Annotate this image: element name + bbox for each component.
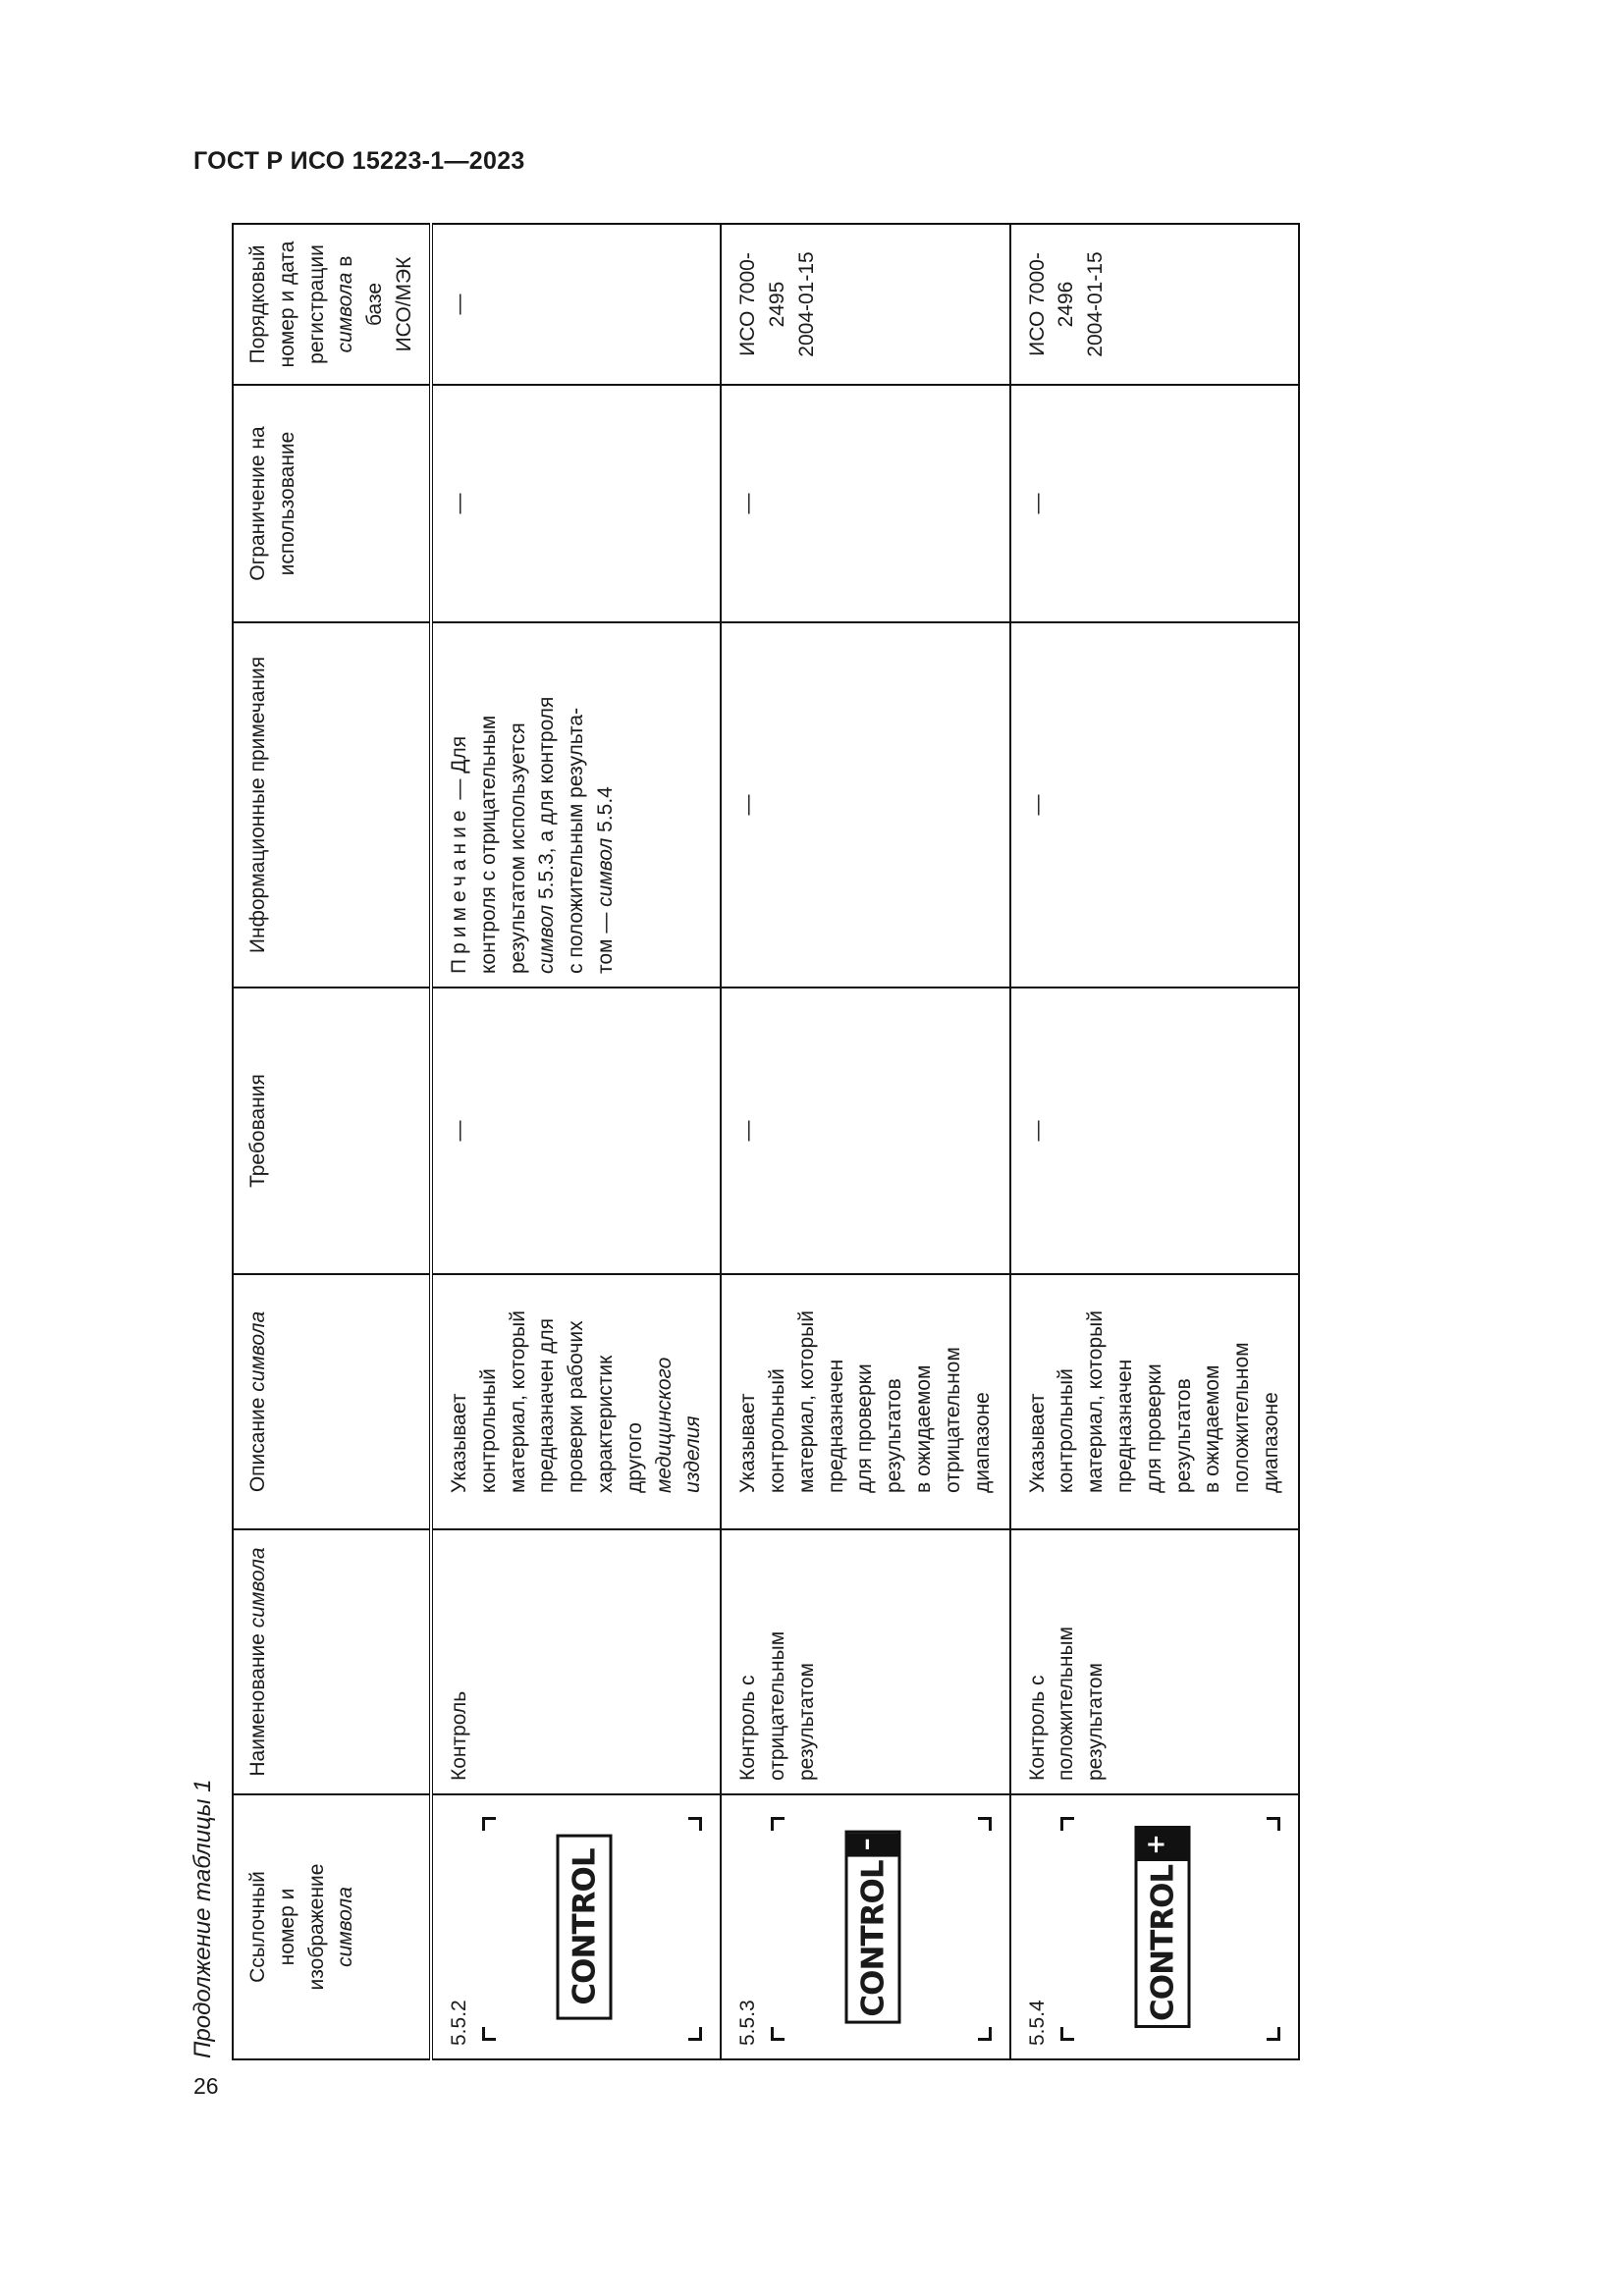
page-number: 26	[193, 2073, 219, 2099]
requirements-cell: —	[431, 988, 721, 1274]
control-negative-symbol-icon: CONTROL –	[845, 1830, 901, 2023]
restriction-cell: —	[431, 385, 721, 622]
registration-cell: ИСО 7000-2495 2004-01-15	[721, 224, 1009, 385]
symbol-cell	[1010, 1794, 1299, 2059]
control-symbol-icon: CONTROL	[556, 1834, 612, 2019]
restriction-cell: —	[1010, 385, 1299, 622]
header-symbol-description: Описание символа	[233, 1274, 431, 1529]
symbol-name-cell: Контроль с отрицательным результатом	[721, 1529, 1009, 1794]
informative-note-cell: Примечание — Для контроля с отрицательным результатом используется символ 5.5.3, а для контроля с положительным результа- том — символ 5.5.4	[431, 622, 721, 988]
symbol-ref-number: 5.5.3	[736, 2000, 760, 2046]
header-symbol-name: Наименование символа	[233, 1529, 431, 1794]
header-requirements: Требования	[233, 988, 431, 1274]
document-title: ГОСТ Р ИСО 15223-1—2023	[193, 147, 525, 175]
header-registration: Порядковый номер и дата регистрации символа в базе ИСО/МЭК	[233, 224, 431, 385]
requirements-cell: —	[1010, 988, 1299, 1274]
informative-note-cell: —	[1010, 622, 1299, 988]
restriction-cell: —	[721, 385, 1009, 622]
symbol-cell	[721, 1794, 1009, 2059]
registration-cell: —	[431, 224, 721, 385]
symbol-ref-number: 5.5.2	[447, 2000, 470, 2046]
table-row	[1010, 224, 1299, 2059]
informative-note-cell: —	[721, 622, 1009, 988]
registration-cell: ИСО 7000-2496 2004-01-15	[1010, 224, 1299, 385]
table-header-row	[233, 224, 431, 2059]
table-row	[721, 224, 1009, 2059]
control-positive-symbol-icon: CONTROL +	[1134, 1826, 1190, 2028]
symbol-name-cell: Контроль	[431, 1529, 721, 1794]
table-caption: Продолжение таблицы 1	[189, 1779, 216, 2058]
symbol-description-cell: Указывает контрольный материал, который предназначен для проверки результатов в ожидаемом положительном диапазоне	[1010, 1274, 1299, 1529]
header-restriction: Ограничение на использование	[233, 385, 431, 622]
symbols-table-wrapper	[232, 225, 1282, 2060]
header-informative-notes: Информационные примечания	[233, 622, 431, 988]
symbol-name-cell: Контроль с положительным результатом	[1010, 1529, 1299, 1794]
symbols-table	[232, 223, 1300, 2060]
symbol-description-cell: Указывает контрольный материал, который предназначен для проверки результатов в ожидаемом отрицательном диапазоне	[721, 1274, 1009, 1529]
symbol-cell	[431, 1794, 721, 2059]
requirements-cell: —	[721, 988, 1009, 1274]
symbol-ref-number: 5.5.4	[1025, 2000, 1049, 2046]
header-ref-symbol: Ссылочный номер и изображение символа	[233, 1794, 431, 2059]
symbol-description-cell: Указывает контрольный материал, который предназначен для проверки рабочих характеристик другого медицинского изделия	[431, 1274, 721, 1529]
table-row	[431, 224, 721, 2059]
